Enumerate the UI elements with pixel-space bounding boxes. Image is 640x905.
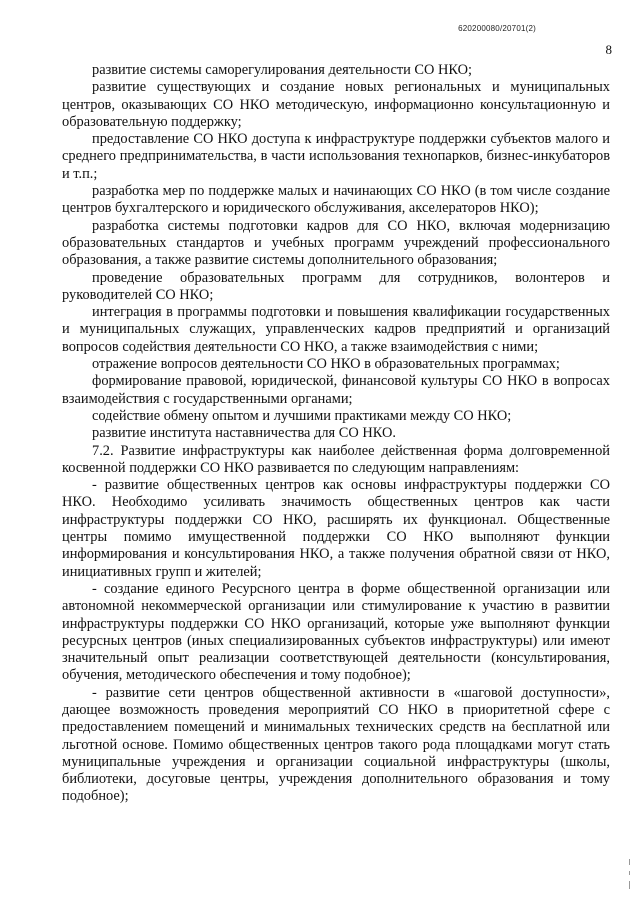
- paragraph: предоставление СО НКО доступа к инфраструктуре поддержки субъектов малого и среднего предпринимательства, в части использования технопарков, бизнес-инкубаторов и т.п.;: [62, 131, 610, 182]
- paragraph: содействие обмену опытом и лучшими практиками между СО НКО;: [92, 407, 512, 424]
- paragraph: - развитие общественных центров как основы инфраструктуры поддержки СО НКО. Необходимо усиливать значимость общественных центров как части инфраструктуры поддержки СО НКО, расширять их функционал. Общественные центры помимо имущественной поддержки СО НКО выполняют функции информирования и консультирования НКО, а также получения обратной связи от НКО, инициативных групп и жителей;: [62, 477, 610, 580]
- document-code: 620200080/20701(2): [458, 24, 536, 33]
- paragraph: разработка системы подготовки кадров для СО НКО, включая модернизацию образовательных стандартов и учебных программ учреждений профессионального образования, а также развитие системы дополнительного образования;: [62, 217, 610, 269]
- paragraph: интеграция в программы подготовки и повышения квалификации государственных и муниципальных служащих, управленческих кадров предприятий и организаций вопросов содействия деятельности СО НКО, а также взаимодействия с ними;: [62, 304, 610, 355]
- paragraph: отражение вопросов деятельности СО НКО в образовательных программах;: [92, 356, 560, 373]
- section-heading-paragraph: 7.2. Развитие инфраструктуры как наиболее действенная форма долговременной косвенной поддержки СО НКО развивается по следующим направлениям:: [62, 442, 610, 476]
- body-text: [62, 62, 610, 806]
- paragraph: разработка мер по поддержке малых и начинающих СО НКО (в том числе создание центров бухгалтерского и юридического обслуживания, акселераторов НКО);: [62, 183, 610, 217]
- paragraph: развитие существующих и создание новых региональных и муниципальных центров, оказывающих СО НКО методическую, информационно консультационную и образовательную поддержку;: [62, 79, 610, 130]
- scan-artifact: [622, 859, 632, 899]
- paragraph: формирование правовой, юридической, финансовой культуры СО НКО в вопросах взаимодействия с государственными органами;: [62, 373, 610, 407]
- paragraph: проведение образовательных программ для сотрудников, волонтеров и руководителей СО НКО;: [62, 269, 610, 303]
- paragraph: развитие системы саморегулирования деятельности СО НКО;: [92, 62, 473, 78]
- paragraph: - развитие сети центров общественной активности в «шаговой доступности», дающее возможность проведения мероприятий СО НКО в приоритетной сфере с предоставлением помещений и минимальных технических средств на бесплатной или льготной основе. Помимо общественных центров такого рода площадками могут стать муниципальные учреждения и организации социальной инфраструктуры (школы, библиотеки, досуговые центры, учреждения дополнительного образования и тому подобное);: [62, 684, 610, 805]
- paragraph: развитие института наставничества для СО НКО.: [92, 425, 396, 442]
- page-number: 8: [605, 42, 612, 57]
- paragraph: - создание единого Ресурсного центра в форме общественной организации или автономной некоммерческой организации или стимулирование к участию в развитии инфраструктуры поддержки СО НКО организаций, которые уже выполняют функции ресурсных центров (иных специализированных субъектов инфраструктуры) или имеют значительный опыт реализации соответствующей деятельности (консультирования, обучения, методического обеспечения и тому подобное);: [62, 580, 610, 684]
